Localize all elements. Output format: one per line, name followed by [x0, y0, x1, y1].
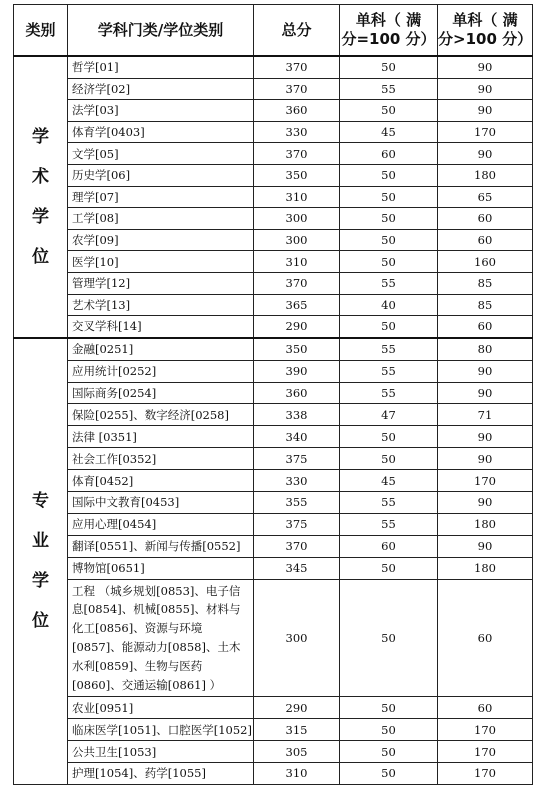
header-single-low	[340, 5, 438, 57]
subject-cell: 公共卫生[1053]	[68, 741, 254, 763]
single-low-cell: 50	[340, 186, 438, 208]
total-score-cell: 305	[254, 741, 340, 763]
category-char: 学	[32, 206, 49, 227]
subject-cell: 金融[0251]	[68, 338, 254, 360]
subject-cell: 交叉学科[14]	[68, 316, 254, 338]
single-high-cell: 90	[438, 143, 533, 165]
header-row	[14, 5, 533, 57]
single-high-cell: 60	[438, 229, 533, 251]
single-high-cell: 90	[438, 426, 533, 448]
total-score-cell: 300	[254, 229, 340, 251]
total-score-cell: 365	[254, 294, 340, 316]
single-high-cell: 170	[438, 470, 533, 492]
single-high-cell: 170	[438, 741, 533, 763]
total-score-cell: 310	[254, 251, 340, 273]
total-score-cell: 310	[254, 762, 340, 784]
single-high-cell: 90	[438, 100, 533, 122]
single-high-cell: 90	[438, 56, 533, 78]
table-row	[14, 251, 533, 273]
single-low-cell: 50	[340, 741, 438, 763]
single-high-cell: 180	[438, 164, 533, 186]
subject-cell: 医学[10]	[68, 251, 254, 273]
table-row	[14, 491, 533, 513]
header-single-high-line2: 分>100 分）	[438, 30, 533, 48]
total-score-cell: 290	[254, 316, 340, 338]
category-char: 学	[32, 126, 49, 147]
total-score-cell: 370	[254, 56, 340, 78]
total-score-cell: 300	[254, 579, 340, 697]
single-low-cell: 50	[340, 164, 438, 186]
total-score-cell: 330	[254, 121, 340, 143]
subject-cell: 艺术学[13]	[68, 294, 254, 316]
subject-cell: 农学[09]	[68, 229, 254, 251]
total-score-cell: 310	[254, 186, 340, 208]
header-category: 类别	[14, 5, 68, 57]
table-row	[14, 316, 533, 338]
table-row	[14, 272, 533, 294]
single-low-cell: 45	[340, 121, 438, 143]
subject-cell: 工学[08]	[68, 208, 254, 230]
total-score-cell: 375	[254, 513, 340, 535]
header-single-high	[438, 5, 533, 57]
table-row	[14, 164, 533, 186]
single-low-cell: 55	[340, 491, 438, 513]
table-row	[14, 404, 533, 426]
subject-cell: 历史学[06]	[68, 164, 254, 186]
single-high-cell: 170	[438, 762, 533, 784]
single-high-cell: 170	[438, 121, 533, 143]
category-academic	[14, 56, 68, 338]
single-high-cell: 90	[438, 448, 533, 470]
table-row	[14, 121, 533, 143]
subject-cell: 经济学[02]	[68, 78, 254, 100]
single-low-cell: 47	[340, 404, 438, 426]
total-score-cell: 350	[254, 338, 340, 360]
table-row	[14, 143, 533, 165]
category-char: 位	[32, 246, 49, 267]
single-high-cell: 160	[438, 251, 533, 273]
subject-cell: 体育[0452]	[68, 470, 254, 492]
subject-cell: 体育学[0403]	[68, 121, 254, 143]
single-low-cell: 50	[340, 229, 438, 251]
table-row	[14, 535, 533, 557]
single-low-cell: 55	[340, 382, 438, 404]
total-score-cell: 290	[254, 697, 340, 719]
single-low-cell: 60	[340, 535, 438, 557]
single-low-cell: 50	[340, 697, 438, 719]
single-high-cell: 90	[438, 360, 533, 382]
single-low-cell: 55	[340, 513, 438, 535]
table-row	[14, 579, 533, 697]
table-row	[14, 186, 533, 208]
total-score-cell: 360	[254, 382, 340, 404]
single-high-cell: 60	[438, 208, 533, 230]
single-high-cell: 170	[438, 719, 533, 741]
single-low-cell: 55	[340, 272, 438, 294]
table-row	[14, 697, 533, 719]
subject-cell: 保险[0255]、数字经济[0258]	[68, 404, 254, 426]
single-low-cell: 50	[340, 448, 438, 470]
single-high-cell: 85	[438, 272, 533, 294]
total-score-cell: 360	[254, 100, 340, 122]
table-row	[14, 426, 533, 448]
single-high-cell: 85	[438, 294, 533, 316]
single-low-cell: 50	[340, 100, 438, 122]
single-high-cell: 90	[438, 535, 533, 557]
total-score-cell: 300	[254, 208, 340, 230]
category-professional	[14, 338, 68, 785]
single-high-cell: 90	[438, 78, 533, 100]
single-high-cell: 60	[438, 697, 533, 719]
total-score-cell: 370	[254, 272, 340, 294]
total-score-cell: 355	[254, 491, 340, 513]
subject-cell: 应用统计[0252]	[68, 360, 254, 382]
single-high-cell: 65	[438, 186, 533, 208]
single-low-cell: 50	[340, 316, 438, 338]
single-high-cell: 180	[438, 513, 533, 535]
table-row	[14, 56, 533, 78]
table-row	[14, 470, 533, 492]
subject-cell: 社会工作[0352]	[68, 448, 254, 470]
total-score-cell: 315	[254, 719, 340, 741]
header-single-low-line1: 单科（ 满	[355, 11, 422, 29]
table-row	[14, 100, 533, 122]
total-score-cell: 350	[254, 164, 340, 186]
single-high-cell: 90	[438, 491, 533, 513]
subject-cell: 理学[07]	[68, 186, 254, 208]
subject-cell: 国际商务[0254]	[68, 382, 254, 404]
single-high-cell: 60	[438, 579, 533, 697]
subject-cell: 文学[05]	[68, 143, 254, 165]
single-high-cell: 90	[438, 382, 533, 404]
table-body	[14, 56, 533, 784]
total-score-cell: 330	[254, 470, 340, 492]
total-score-cell: 370	[254, 535, 340, 557]
single-high-cell: 180	[438, 557, 533, 579]
single-low-cell: 55	[340, 338, 438, 360]
subject-cell: 翻译[0551]、新闻与传播[0552]	[68, 535, 254, 557]
total-score-cell: 338	[254, 404, 340, 426]
subject-cell: 哲学[01]	[68, 56, 254, 78]
subject-cell: 应用心理[0454]	[68, 513, 254, 535]
header-subject: 学科门类/学位类别	[68, 5, 254, 57]
single-low-cell: 50	[340, 579, 438, 697]
single-high-cell: 80	[438, 338, 533, 360]
category-char: 位	[32, 611, 49, 632]
table-row	[14, 557, 533, 579]
table-row	[14, 448, 533, 470]
table-row	[14, 338, 533, 360]
total-score-cell: 345	[254, 557, 340, 579]
single-high-cell: 60	[438, 316, 533, 338]
category-char: 学	[32, 571, 49, 592]
single-low-cell: 40	[340, 294, 438, 316]
subject-cell: 法学[03]	[68, 100, 254, 122]
header-total: 总分	[254, 5, 340, 57]
single-low-cell: 45	[340, 470, 438, 492]
subject-cell: 法律 [0351]	[68, 426, 254, 448]
table-row	[14, 229, 533, 251]
table-row	[14, 762, 533, 784]
table-row	[14, 382, 533, 404]
subject-cell: 临床医学[1051]、口腔医学[1052]	[68, 719, 254, 741]
single-low-cell: 50	[340, 56, 438, 78]
subject-cell: 管理学[12]	[68, 272, 254, 294]
single-low-cell: 60	[340, 143, 438, 165]
table-row	[14, 78, 533, 100]
single-low-cell: 50	[340, 557, 438, 579]
single-high-cell: 71	[438, 404, 533, 426]
single-low-cell: 50	[340, 719, 438, 741]
subject-cell: 工程 （城乡规划[0853]、电子信息[0854]、机械[0855]、材料与化工[0856]、资源与环境[0857]、能源动力[0858]、土木水利[0859]、生物与医药[0860]、交通运输[0861] ）	[68, 579, 254, 697]
subject-cell: 护理[1054]、药学[1055]	[68, 762, 254, 784]
subject-cell: 国际中文教育[0453]	[68, 491, 254, 513]
score-table-container	[13, 4, 533, 785]
header-single-low-line2: 分=100 分）	[341, 30, 436, 48]
table-row	[14, 741, 533, 763]
total-score-cell: 390	[254, 360, 340, 382]
single-low-cell: 50	[340, 251, 438, 273]
category-char: 术	[32, 166, 49, 187]
table-row	[14, 719, 533, 741]
total-score-cell: 370	[254, 78, 340, 100]
table-row	[14, 294, 533, 316]
single-low-cell: 55	[340, 78, 438, 100]
table-row	[14, 360, 533, 382]
total-score-cell: 375	[254, 448, 340, 470]
score-table	[13, 4, 533, 785]
single-low-cell: 50	[340, 208, 438, 230]
total-score-cell: 370	[254, 143, 340, 165]
table-row	[14, 208, 533, 230]
subject-cell: 博物馆[0651]	[68, 557, 254, 579]
header-single-high-line1: 单科（ 满	[452, 11, 518, 29]
total-score-cell: 340	[254, 426, 340, 448]
category-char: 业	[32, 531, 49, 552]
single-low-cell: 50	[340, 426, 438, 448]
subject-cell: 农业[0951]	[68, 697, 254, 719]
table-row	[14, 513, 533, 535]
single-low-cell: 50	[340, 762, 438, 784]
category-char: 专	[32, 491, 49, 512]
single-low-cell: 55	[340, 360, 438, 382]
